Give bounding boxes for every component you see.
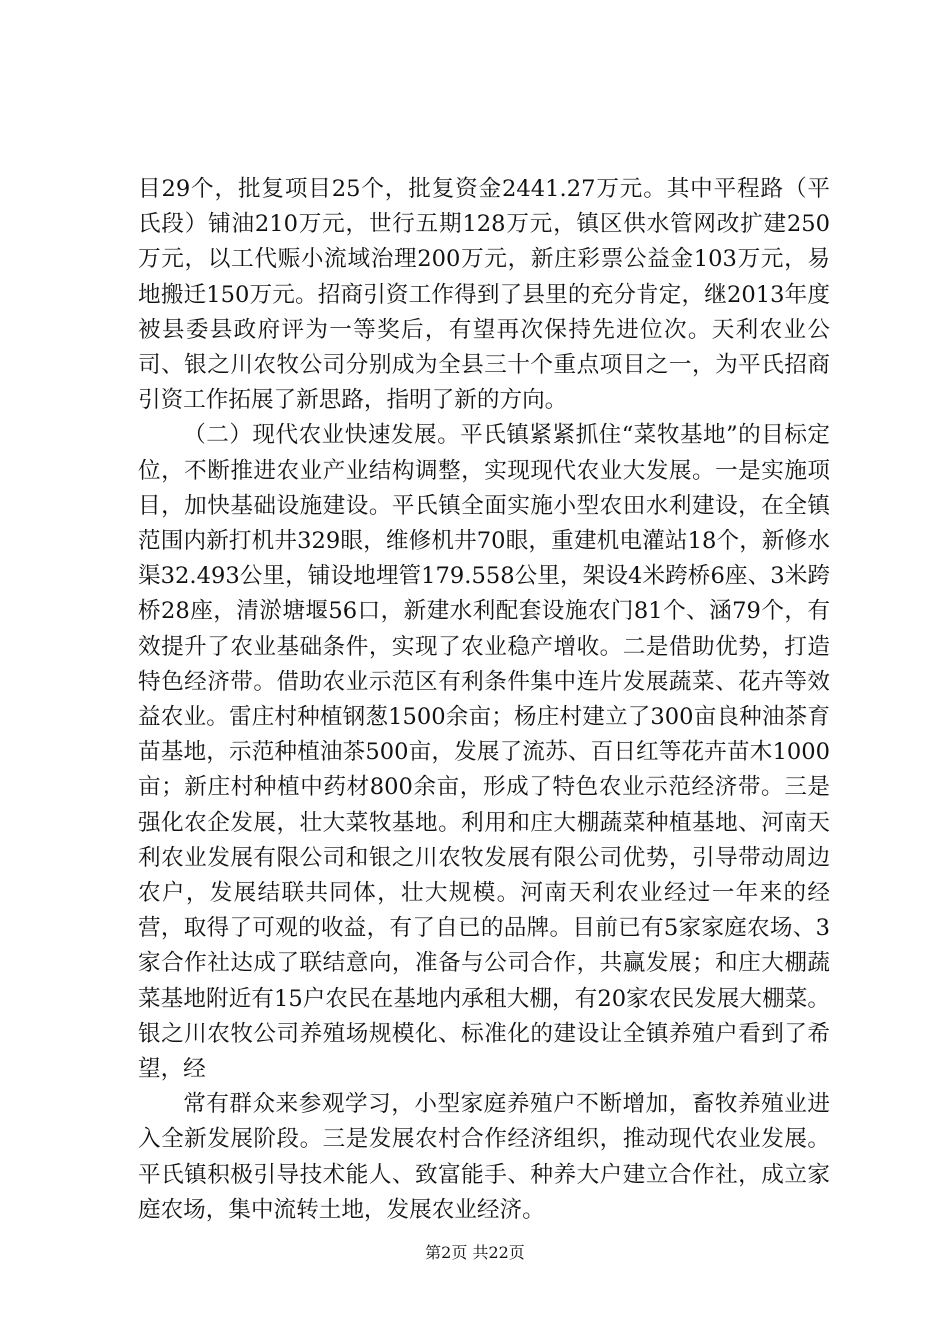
paragraph-2: （二）现代农业快速发展。平氏镇紧紧抓住“菜牧基地”的目标定位，不断推进农业产业结构调整，实现现代农业大发展。一是实施项目，加快基础设施建设。平氏镇全面实施小型农田水利建设，在全镇范围内新打机井329眼，维修机井70眼，重建机电灌站18个，新修水渠32.493公里，铺设地埋管179.558公里，架设4米跨桥6座、3米跨桥28座，清淤塘堰56口，新建水利配套设施农门81个、涵79个，有效提升了农业基础条件，实现了农业稳产增收。二是借助优势，打造特色经济带。借助农业示范区有利条件集中连片发展蔬菜、花卉等效益农业。雷庄村种植钢葱1500余亩；杨庄村建立了300亩良种油茶育苗基地，示范种植油茶500亩，发展了流苏、百日红等花卉苗木1000亩；新庄村种植中药材800余亩，形成了特色农业示范经济带。三是强化农企发展，壮大菜牧基地。利用和庄大棚蔬菜种植基地、河南天利农业发展有限公司和银之川农牧发展有限公司优势，引导带动周边农户，发展结联共同体，壮大规模。河南天利农业经过一年来的经营，取得了可观的收益，有了自已的品牌。目前已有5家家庭农场、3家合作社达成了联结意向，准备与公司合作，共赢发展；和庄大棚蔬菜基地附近有15户农民在基地内承租大棚，有20家农民发展大棚菜。银之川农牧公司养殖场规模化、标准化的建设让全镇养殖户看到了希望，经 xyxy=(138,422,830,1083)
document-body xyxy=(138,172,830,1228)
paragraph-1: 目29个，批复项目25个，批复资金2441.27万元。其中平程路（平氏段）铺油210万元，世行五期128万元，镇区供水管网改扩建250万元，以工代赈小流域治理200万元，新庄彩票公益金103万元，易地搬迁150万元。招商引资工作得到了县里的充分肯定，继2013年度被县委县政府评为一等奖后，有望再次保持先进位次。天利农业公司、银之川农牧公司分别成为全县三十个重点项目之一，为平氏招商引资工作拓展了新思路，指明了新的方向。 xyxy=(138,176,830,414)
page-number-footer: 第2页 共22页 xyxy=(425,1243,525,1262)
paragraph-3: 常有群众来参观学习，小型家庭养殖户不断增加，畜牧养殖业进入全新发展阶段。三是发展农村合作经济组织，推动现代农业发展。平氏镇积极引导技术能人、致富能手、种养大户建立合作社，成立家庭农场，集中流转土地，发展农业经济。 xyxy=(138,1091,830,1223)
